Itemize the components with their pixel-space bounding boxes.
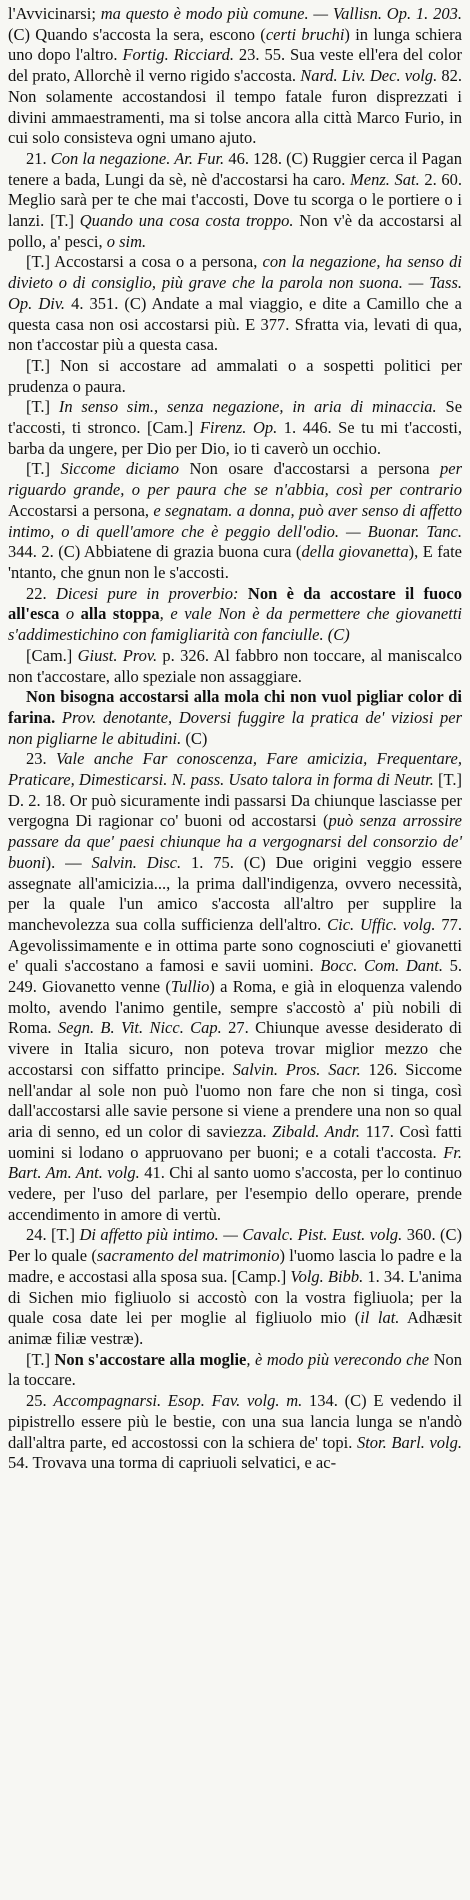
italic-run: ma questo è modo più comune. — Vallisn. Op. 1. 203. — [100, 4, 462, 23]
text-run: ) in lunga schiera uno dopo l'altro. — [8, 24, 462, 65]
text-run: 126. Siccome nell'andar al sole non può l'uomo non fare che non si tinga, così dall'accostarsi alle savie persone si viene a prendere una non so qual aria di senno, ed un color di saviezza. — [8, 1059, 463, 1141]
text-run: 25. — [26, 1391, 54, 1411]
text-run: 360. (C) Per lo quale ( — [8, 1225, 463, 1266]
paragraph-p21c — [8, 397, 462, 459]
italic-run: Cic. Uffic. volg. — [327, 914, 436, 934]
text-run: 46. 128. (C) Ruggier cerca il Pagan tenere a bada, Lungi da sè, nè d'accostarsi ha caro. — [8, 148, 463, 189]
italic-run: o sim. — [106, 231, 147, 251]
text-run: 134. (C) E vedendo il pipistrello essere più le bestie, con una sua lancia lunga se n'andò dall'altra parte, ed accostossi con la schiera de' topi. — [8, 1391, 463, 1452]
paragraph-p21a — [8, 252, 462, 356]
italic-run: Firenz. Op. — [199, 418, 278, 438]
paragraph-p25 — [8, 1391, 462, 1474]
paragraph-p21d — [8, 459, 462, 583]
text-run: Se t'accosti, ti stronco. [Cam.] — [8, 397, 463, 438]
text-run: 21. — [26, 148, 51, 168]
text-run: [T.] — [26, 1349, 55, 1369]
italic-run: Quando una cosa costa troppo. — [79, 211, 294, 231]
text-run: Accostarsi a persona, — [8, 500, 154, 520]
italic-run: Dicesi pure in proverbio: — [55, 583, 239, 603]
italic-run: Siccome diciamo — [60, 459, 180, 479]
text-run: 23. — [26, 749, 57, 769]
text-run: [T.] D. 2. 18. Or può sicuramente indi passarsi Da chiunque lasciasse per vergogna Di ragionar co' buoni od accostarsi ( — [8, 770, 462, 831]
text-run: [Cam.] — [26, 645, 78, 665]
text-run: Non la toccare. — [8, 1349, 463, 1390]
text-run: 344. 2. (C) Abbiatene di grazia buona cura ( — [8, 542, 302, 562]
text-run: 22. — [26, 583, 56, 603]
text-run: 117. Così fatti uomini si lodano o appruovano per buoni; e a cotali t'accosta. — [8, 1121, 462, 1162]
text-run: p. 326. Al fabbro non toccare, al maniscalco non t'accostare, allo speziale non assaggiare. — [8, 645, 463, 686]
text-run: [T.] Accostarsi a cosa o a persona, — [26, 252, 263, 272]
text-run: Non v'è da accostarsi al pollo, a' pesci, — [8, 211, 462, 251]
text-run: (C) Quando s'accosta la sera, escono ( — [8, 24, 266, 44]
text-run — [55, 708, 62, 727]
text-run: 41. Chi al santo uomo s'accosta, per lo continuo vedere, per l'uso del parlare, per l'esempio dello operare, prende accendimento in amore di vertù. — [8, 1163, 462, 1224]
italic-run: In senso sim., senza negazione, in aria di minaccia. — [58, 397, 437, 417]
text-run: 1. 75. (C) Due origini veggio essere assegnate all'amicizia..., la prima dall'indigenza, ovvero necessità, per la quale l'un amico s'accosta all'altro per supplire la manchevolezza sua colla sufficienza dell'altro. — [8, 852, 462, 934]
text-run: 24. [T.] — [26, 1225, 80, 1245]
text-run: 27. Chiunque avesse desiderato di vivere in Italia sicuro, non poteva trovar miglior mezzo che accostarsi con siffatto principe. — [8, 1018, 462, 1079]
paragraph-p22a — [8, 646, 462, 687]
italic-run: per riguardo grande, o per paura che se n'abbia, così per contrario — [8, 459, 462, 500]
text-run: ), E fate 'ntanto, che gnun non le s'accosti. — [8, 542, 462, 582]
italic-run: e segnatam. a donna, può aver senso di affetto intimo, o di quell'amore che è peggio dell'odio. — Buonar. Tanc. — [8, 500, 463, 541]
text-run: Adhæsit animæ filiæ vestræ). — [8, 1308, 462, 1348]
italic-run: della giovanetta — [301, 542, 409, 562]
text-run: (C) — [181, 728, 208, 748]
text-run: Non osare d'accostarsi a persona — [179, 459, 440, 479]
text-run: l'Avvicinarsi; — [8, 4, 101, 23]
italic-run: Con la negazione. Ar. Fur. — [50, 148, 225, 168]
paragraph-p21b — [8, 356, 462, 397]
text-run: [T.] — [26, 459, 61, 479]
text-run: 82. Non solamente accostandosi il tempo fatale furon disprezzati i divini ammaestramenti, ma si tolse ancora alla città Marco Furio, in cui solo consisteva ogni umano ajuto. — [8, 66, 463, 148]
text-run: ) a Roma, e già in eloquenza valendo molto, avendo l'animo gentile, sempre s'accostò a' più nobili di Roma. — [8, 977, 463, 1038]
text-run: 5. 249. Giovanetto venne ( — [8, 956, 463, 997]
paragraph-p21 — [8, 149, 462, 253]
bold-run: Non è da accostare il fuoco all'esca — [8, 583, 463, 624]
text-run: 4. 351. (C) Andate a mal viaggio, e dite a Camillo che a questa casa non osi accostarsi più. E 377. Sfratta via, levati di qua, non t'accostar più a questa casa. — [8, 293, 462, 355]
italic-run: Accompagnarsi. Esop. Fav. volg. m. — [53, 1391, 303, 1411]
text-run: 1. 34. L'anima di Sichen mio figliuolo si accostò con la vostra figliuola; per la quale cosa date lei per moglie al figliuolo mio ( — [8, 1266, 462, 1328]
italic-run: il lat. — [360, 1308, 400, 1328]
text-run: [T.] Non si accostare ad ammalati o a sospetti politici per prudenza o paura. — [8, 355, 462, 396]
italic-run: può senza arrossire passare da que' paesi chiunque ha a vergognarsi del consorzio de' buoni — [8, 811, 462, 872]
italic-run: Tullio — [170, 977, 210, 997]
italic-run: Vale anche Far conoscenza, Fare amicizia, Frequentare, Praticare, Dimesticarsi. N. pass. Usato talora in forma di Neutr. — [8, 749, 463, 790]
italic-run: o — [59, 604, 81, 624]
text-run: 1. 446. Se tu mi t'accosti, barba da ungere, per Dio per Dio, io ti caverò un occhio. — [8, 418, 463, 458]
text-run: [T.] — [26, 397, 59, 417]
dictionary-entry-text — [8, 4, 462, 1474]
text-run — [239, 584, 248, 603]
italic-run: con la negazione, ha senso di divieto o di consiglio, più grave che la parola non suona. — Tass. Op. Div. — [8, 252, 462, 313]
text-run: 77. Agevolissimamente e in ottima parte sono cognosciuti e' giovanetti e' quali s'accostano a famosi e savii uomini. — [8, 914, 462, 976]
italic-run: Salvin. Pros. Sacr. — [232, 1059, 361, 1079]
italic-run: , e vale Non è da permettere che giovanetti s'addimestichino con famigliarità con fanciulle. (C) — [8, 604, 463, 645]
italic-run: Volg. Bibb. — [290, 1266, 364, 1286]
text-run: ) l'uomo lascia lo padre e la madre, e accostasi alla sposa sua. [Camp.] — [8, 1246, 463, 1286]
paragraph-p23 — [8, 749, 462, 1225]
text-run: 23. 55. Sua veste ell'era del color del prato, Allorchè il verno rigido s'accosta. — [8, 45, 462, 86]
text-run: 54. Trovava una torma di capriuoli selvatici, e ac- — [8, 1453, 337, 1473]
italic-run: Di affetto più intimo. — Cavalc. Pist. Eust. volg. — [79, 1225, 403, 1245]
italic-run: Nard. Liv. Dec. volg. — [300, 66, 438, 86]
paragraph-p24a — [8, 1350, 462, 1391]
italic-run: Bocc. Com. Dant. — [320, 956, 444, 976]
italic-run: Zibald. Andr. — [272, 1121, 360, 1141]
paragraph-p22b — [8, 687, 462, 749]
italic-run: sacramento del matrimonio — [96, 1246, 280, 1266]
italic-run: Fortig. Ricciard. — [122, 45, 234, 65]
italic-run: Prov. denotante, Doversi fuggire la pratica de' viziosi per non pigliarne le abitudini. — [8, 707, 462, 748]
text-run: 2. 60. Meglio sarà per te che mai t'accosti, Dove tu scorga o le portiere o i lanzi. [T.] — [8, 169, 463, 231]
italic-run: , è modo più verecondo che — [246, 1349, 430, 1369]
italic-run: Segn. B. Vit. Nicc. Cap. — [57, 1018, 222, 1038]
paragraph-p22 — [8, 584, 462, 646]
italic-run: Menz. Sat. — [350, 169, 420, 189]
paragraph-p24 — [8, 1225, 462, 1349]
bold-run: Non bisogna accostarsi alla mola chi non vuol pigliar color di farina. — [8, 687, 462, 727]
italic-run: Stor. Barl. volg. — [356, 1432, 462, 1452]
italic-run: Fr. Bart. Am. Ant. volg. — [8, 1142, 462, 1183]
bold-run: alla stoppa — [80, 604, 160, 624]
text-run: ). — — [45, 852, 92, 872]
italic-run: Giust. Prov. — [77, 645, 158, 665]
italic-run: certi bruchi — [265, 24, 345, 44]
bold-run: Non s'accostare alla moglie — [54, 1349, 247, 1369]
paragraph-p0 — [8, 4, 462, 149]
italic-run: Salvin. Disc. — [91, 852, 182, 872]
